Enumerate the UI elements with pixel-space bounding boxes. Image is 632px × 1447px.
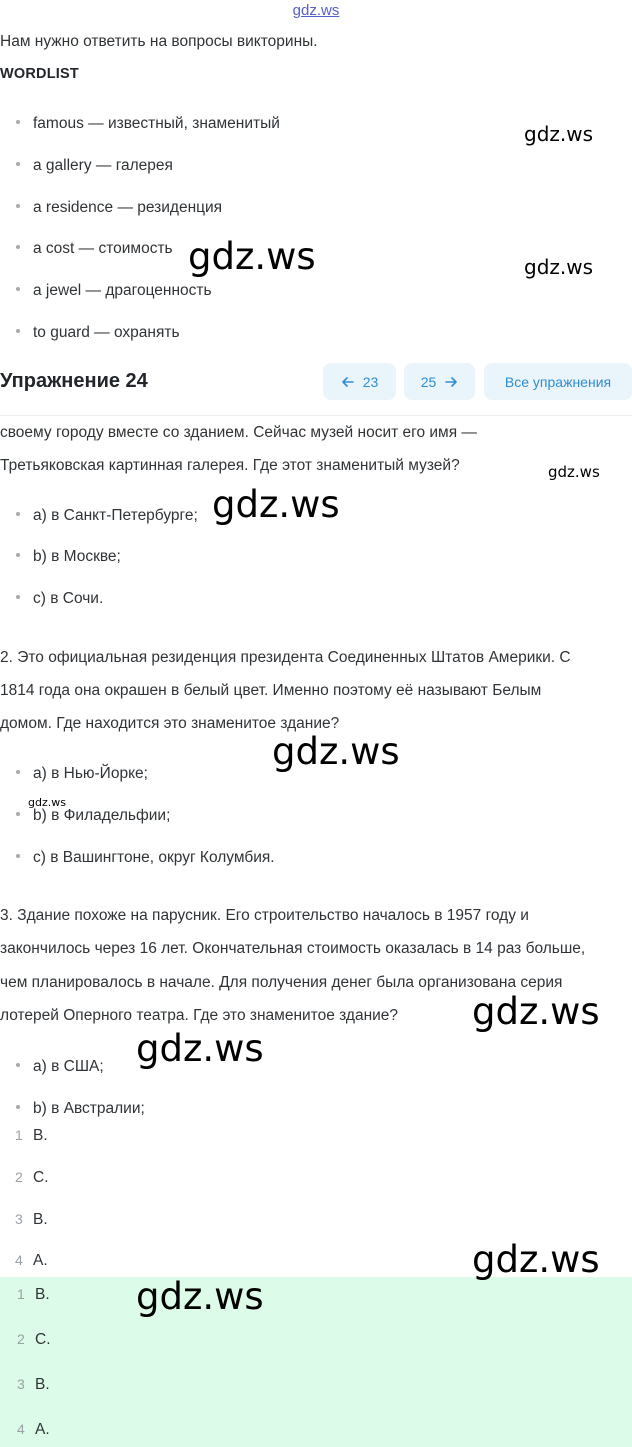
question-3-line: закончилось через 16 лет. Окончательная стоимость оказалась в 14 раз больше, — [0, 940, 586, 957]
arrow-right-icon — [444, 375, 458, 389]
list-item-text: a residence — резиденция — [33, 199, 223, 216]
option-text: b) в Австралии; — [33, 1100, 145, 1117]
bullet-icon — [16, 162, 20, 166]
next-exercise-label: 25 — [420, 373, 437, 390]
watermark: gdz.ws — [524, 122, 594, 146]
bullet-icon — [16, 329, 20, 333]
option-text: c) в Сочи. — [33, 590, 104, 607]
answer-value: B. — [35, 1376, 50, 1393]
question-1-line: своему городу вместе со зданием. Сейчас музей носит его имя — — [0, 424, 477, 441]
watermark: gdz.ws — [472, 990, 600, 1033]
option-text: b) в Москве; — [33, 548, 121, 565]
answer-number: 1 — [17, 1286, 25, 1302]
watermark: gdz.ws — [136, 1027, 264, 1070]
bullet-icon — [16, 854, 20, 858]
bullet-icon — [16, 1063, 20, 1067]
option-text: b) в Филадельфии; — [33, 807, 171, 824]
answer-value: B. — [35, 1286, 50, 1303]
answer-number: 2 — [15, 1169, 23, 1185]
all-exercises-button[interactable] — [484, 363, 632, 400]
question-2-line: 1814 года она окрашен в белый цвет. Именно поэтому её называют Белым — [0, 682, 542, 699]
prev-exercise-button[interactable] — [323, 363, 396, 400]
question-3-line: 3. Здание похоже на парусник. Его строительство началось в 1957 году и — [0, 907, 529, 924]
watermark: gdz.ws — [272, 730, 400, 773]
list-item-text: a cost — стоимость — [33, 240, 173, 257]
list-item-text: famous — известный, знаменитый — [33, 115, 280, 132]
exercise-title: Упражнение 24 — [0, 370, 148, 392]
answer-row — [15, 1252, 48, 1270]
answer-number: 3 — [17, 1376, 25, 1392]
option-item — [16, 1100, 145, 1118]
bullet-icon — [16, 595, 20, 599]
answers-highlight-block — [0, 1277, 632, 1447]
list-item — [16, 115, 280, 133]
answer-value: C. — [35, 1331, 51, 1348]
answer-number: 4 — [15, 1252, 23, 1268]
wordlist-title: WORDLIST — [0, 66, 79, 82]
option-text: a) в США; — [33, 1058, 104, 1075]
bullet-icon — [16, 553, 20, 557]
question-2-line: домом. Где находится это знаменитое здание? — [0, 715, 340, 732]
answer-value: A. — [35, 1421, 50, 1438]
list-item — [16, 282, 212, 300]
answer-row-highlight — [17, 1286, 50, 1304]
answer-row — [15, 1211, 48, 1229]
answer-number: 3 — [15, 1211, 23, 1227]
bullet-icon — [16, 245, 20, 249]
answer-number: 4 — [17, 1421, 25, 1437]
bullet-icon — [16, 204, 20, 208]
option-item — [16, 548, 121, 566]
watermark: gdz.ws — [472, 1238, 600, 1281]
answer-value: A. — [33, 1252, 48, 1269]
bullet-icon — [16, 512, 20, 516]
bullet-icon — [16, 812, 20, 816]
list-item-text: a jewel — драгоценность — [33, 282, 212, 299]
list-item — [16, 157, 173, 175]
prev-exercise-label: 23 — [362, 373, 379, 390]
option-text: a) в Нью-Йорке; — [33, 765, 148, 782]
watermark: gdz.ws — [188, 235, 316, 278]
option-item — [16, 765, 148, 783]
answer-value: C. — [33, 1169, 49, 1186]
list-item — [16, 324, 180, 342]
answer-row — [15, 1169, 49, 1187]
bullet-icon — [16, 1105, 20, 1109]
question-3-line: лотерей Оперного театра. Где это знаменитое здание? — [0, 1007, 399, 1024]
all-exercises-label: Все упражнения — [504, 373, 612, 390]
bullet-icon — [16, 287, 20, 291]
answer-value: B. — [33, 1211, 48, 1228]
watermark: gdz.ws — [524, 255, 594, 279]
list-item-text: a gallery — галерея — [33, 157, 173, 174]
watermark: gdz.ws — [548, 463, 600, 481]
bullet-icon — [16, 770, 20, 774]
list-item-text: to guard — охранять — [33, 324, 180, 341]
list-item — [16, 240, 173, 258]
arrow-left-icon — [341, 375, 355, 389]
next-exercise-button[interactable] — [404, 363, 475, 400]
intro-text: Нам нужно ответить на вопросы викторины. — [0, 33, 318, 50]
watermark: gdz.ws — [136, 1275, 264, 1318]
option-item — [16, 507, 198, 525]
option-item — [16, 807, 170, 825]
answer-number: 2 — [17, 1331, 25, 1347]
list-item — [16, 199, 222, 217]
option-text: a) в Санкт-Петербурге; — [33, 507, 198, 524]
watermark: gdz.ws — [212, 483, 340, 526]
question-1-line: Третьяковская картинная галерея. Где этот знаменитый музей? — [0, 457, 460, 474]
answer-row-highlight — [17, 1421, 50, 1439]
answer-row — [15, 1127, 48, 1145]
question-2-line: 2. Это официальная резиденция президента Соединенных Штатов Америки. С — [0, 649, 571, 666]
question-3-line: чем планировалось в начале. Для получения денег была организована серия — [0, 974, 563, 991]
answer-row-highlight — [17, 1376, 50, 1394]
watermark: gdz.ws — [28, 796, 66, 809]
answer-value: B. — [33, 1127, 48, 1144]
option-item — [16, 849, 275, 867]
divider — [0, 415, 632, 416]
top-watermark-link[interactable]: gdz.ws — [292, 2, 340, 19]
answer-number: 1 — [15, 1127, 23, 1143]
option-text: c) в Вашингтоне, округ Колумбия. — [33, 849, 275, 866]
bullet-icon — [16, 120, 20, 124]
answer-row-highlight — [17, 1331, 51, 1349]
option-item — [16, 1058, 104, 1076]
option-item — [16, 590, 103, 608]
